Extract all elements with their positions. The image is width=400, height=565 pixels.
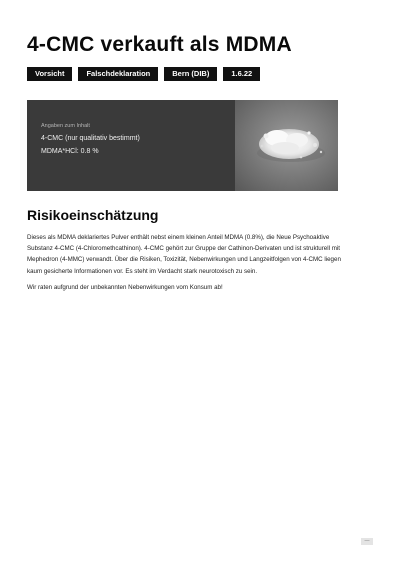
risk-text (27, 232, 343, 298)
paragraph: Wir raten aufgrund der unbekannten Nebenwirkungen vom Konsum ab! (27, 283, 223, 291)
paragraph: Dieses als MDMA deklariertes Pulver enthält nebst einem kleinen Anteil MDMA (0.8%), die Neue Psychoaktive Substanz 4-CMC (4-Chloromethcathinon). 4-CMC gehört zur Gruppe der Cathinon-Derivaten und ist strukturell mit Mephedron (4-MMC) verwandt. Über die Risiken, Toxizität, Nebenwirkungen und Langzeitfolgen von 4-CMC liegen kaum gesicherte Informationen vor. Es steht im Verdacht stark neurotoxisch zu sein. (27, 234, 341, 275)
page-title: 4-CMC verkauft als MDMA (27, 33, 292, 56)
tag-location: Bern (DIB) (164, 67, 217, 81)
tag-row (27, 67, 260, 81)
content-info-text (27, 100, 235, 191)
content-info-caption: Angaben zum Inhalt (41, 123, 90, 129)
section-heading: Risikoeinschätzung (27, 207, 159, 223)
content-info-panel (27, 100, 338, 191)
tag-date: 1.6.22 (223, 67, 260, 81)
tag-category: Falschdeklaration (78, 67, 158, 81)
page-marker: — (361, 538, 373, 545)
content-info-line: MDMA*HCl: 0.8 % (41, 148, 99, 155)
content-info-line: 4-CMC (nur qualitativ bestimmt) (41, 135, 140, 142)
white-powder-photo (235, 100, 338, 191)
tag-warning: Vorsicht (27, 67, 72, 81)
